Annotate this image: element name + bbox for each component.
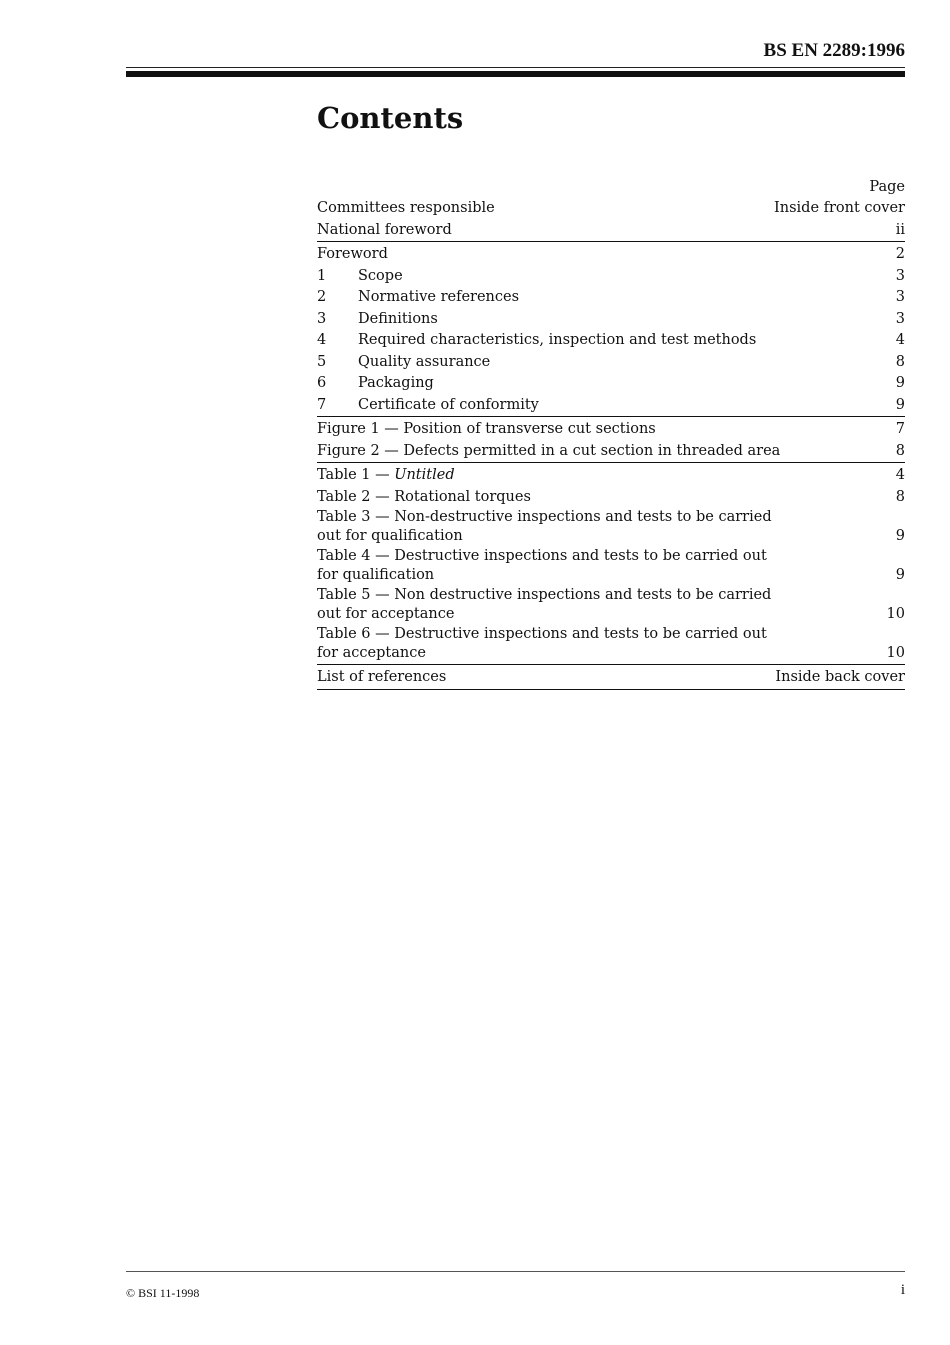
toc-entry-text: Scope <box>358 267 403 284</box>
copyright-notice: © BSI 11-1998 <box>126 1286 200 1300</box>
toc-entry-text: Committees responsible <box>317 200 495 216</box>
toc-entry-line-1: Table 3 — Non-destructive inspections and tests to be carried <box>317 509 772 525</box>
toc-entry-national-foreword[interactable] <box>317 220 905 242</box>
toc-entry-page: 10 <box>886 606 905 622</box>
toc-entry-page: 8 <box>895 442 905 459</box>
toc-entry-page: 8 <box>895 488 905 505</box>
toc-entry-text: Definitions <box>358 310 438 327</box>
toc-entry-normative-references[interactable] <box>317 287 905 309</box>
toc-entry-committees[interactable] <box>317 198 905 220</box>
toc-entry-number: 4 <box>317 332 327 348</box>
toc-entry-number: 2 <box>317 289 327 305</box>
toc-entry-text <box>317 625 877 663</box>
toc-entry-number: 3 <box>317 310 327 327</box>
toc-entry-table-3[interactable] <box>317 508 905 547</box>
table-of-contents <box>317 177 905 690</box>
toc-entry-line-1: Table 5 — Non destructive inspections and tests to be carried <box>317 587 772 603</box>
toc-entry-required-characteristics[interactable] <box>317 330 905 352</box>
toc-entry-page: 2 <box>895 246 905 262</box>
toc-entry-line-1: Table 6 — Destructive inspections and tests to be carried out <box>317 626 767 642</box>
toc-entry-line-1: Table 4 — Destructive inspections and tests to be carried out <box>317 548 767 564</box>
header-rule-thin <box>126 67 905 68</box>
toc-group-references <box>317 665 905 690</box>
header-rule-thick <box>126 71 905 77</box>
toc-entry-page: 3 <box>895 310 905 327</box>
toc-entry-page: 9 <box>895 528 905 544</box>
toc-entry-page: 3 <box>895 267 905 284</box>
toc-group-front <box>317 198 905 242</box>
toc-entry-page: Inside front cover <box>774 200 905 216</box>
toc-entry-table-4[interactable] <box>317 547 905 586</box>
toc-entry-italic-title: Untitled <box>394 467 455 483</box>
toc-entry-scope[interactable] <box>317 266 905 288</box>
toc-entry-page: 7 <box>895 421 905 437</box>
toc-entry-line-2: for acceptance <box>317 645 426 661</box>
toc-entry-page: 3 <box>895 289 905 305</box>
toc-entry-text: Required characteristics, inspection and test methods <box>358 332 757 348</box>
toc-group-tables <box>317 463 905 665</box>
toc-entry-text: Figure 2 — Defects permitted in a cut section in threaded area <box>317 442 781 459</box>
toc-entry-table-6[interactable] <box>317 625 905 664</box>
toc-entry-page: 4 <box>895 332 905 348</box>
document-id: BS EN 2289:1996 <box>763 40 905 61</box>
toc-entry-text: List of references <box>317 669 447 685</box>
toc-entry-page: Inside back cover <box>775 669 905 685</box>
toc-entry-number: 1 <box>317 267 327 284</box>
toc-entry-number: 6 <box>317 375 327 391</box>
toc-entry-page: 9 <box>895 567 905 583</box>
page-column-heading: Page <box>869 179 905 195</box>
toc-entry-list-of-references[interactable] <box>317 667 905 689</box>
toc-group-figures <box>317 417 905 463</box>
toc-entry-page: 9 <box>895 396 905 413</box>
toc-entry-text: Figure 1 — Position of transverse cut sections <box>317 421 656 437</box>
toc-entry-table-1[interactable] <box>317 465 905 487</box>
toc-entry-page: 4 <box>895 467 905 483</box>
toc-entry-text: Quality assurance <box>358 353 491 370</box>
footer-rule <box>126 1271 905 1272</box>
page-title: Contents <box>317 101 464 135</box>
toc-entry-number: 5 <box>317 353 327 370</box>
toc-entry-text: Certificate of conformity <box>358 396 539 413</box>
toc-entry-line-2: out for qualification <box>317 528 463 544</box>
toc-entry-text <box>317 586 877 624</box>
toc-entry-text <box>317 465 886 487</box>
toc-entry-figure-2[interactable] <box>317 441 905 463</box>
toc-entry-page: 9 <box>895 375 905 391</box>
toc-entry-line-2: for qualification <box>317 567 435 583</box>
toc-entry-certificate[interactable] <box>317 395 905 417</box>
toc-entry-text: National foreword <box>317 221 452 238</box>
toc-entry-page: 8 <box>895 353 905 370</box>
toc-entry-packaging[interactable] <box>317 373 905 395</box>
toc-entry-page: 10 <box>886 645 905 661</box>
toc-entry-figure-1[interactable] <box>317 419 905 441</box>
toc-entry-text: Packaging <box>358 375 434 391</box>
toc-entry-line-2: out for acceptance <box>317 606 455 622</box>
toc-entry-text: Table 2 — Rotational torques <box>317 488 531 505</box>
toc-entry-number: 7 <box>317 396 327 413</box>
toc-group-sections <box>317 242 905 417</box>
toc-entry-text <box>317 508 886 546</box>
toc-entry-table-5[interactable] <box>317 586 905 625</box>
toc-entry-text: Foreword <box>317 246 388 262</box>
toc-entry-definitions[interactable] <box>317 309 905 331</box>
toc-entry-text <box>317 547 886 585</box>
toc-entry-table-2[interactable] <box>317 487 905 509</box>
toc-entry-text: Normative references <box>358 289 520 305</box>
toc-entry-prefix: Table 1 — <box>317 467 395 483</box>
toc-entry-page: ii <box>895 221 905 238</box>
toc-entry-foreword[interactable] <box>317 244 905 266</box>
page-number: i <box>900 1282 905 1298</box>
toc-entry-quality-assurance[interactable] <box>317 352 905 374</box>
